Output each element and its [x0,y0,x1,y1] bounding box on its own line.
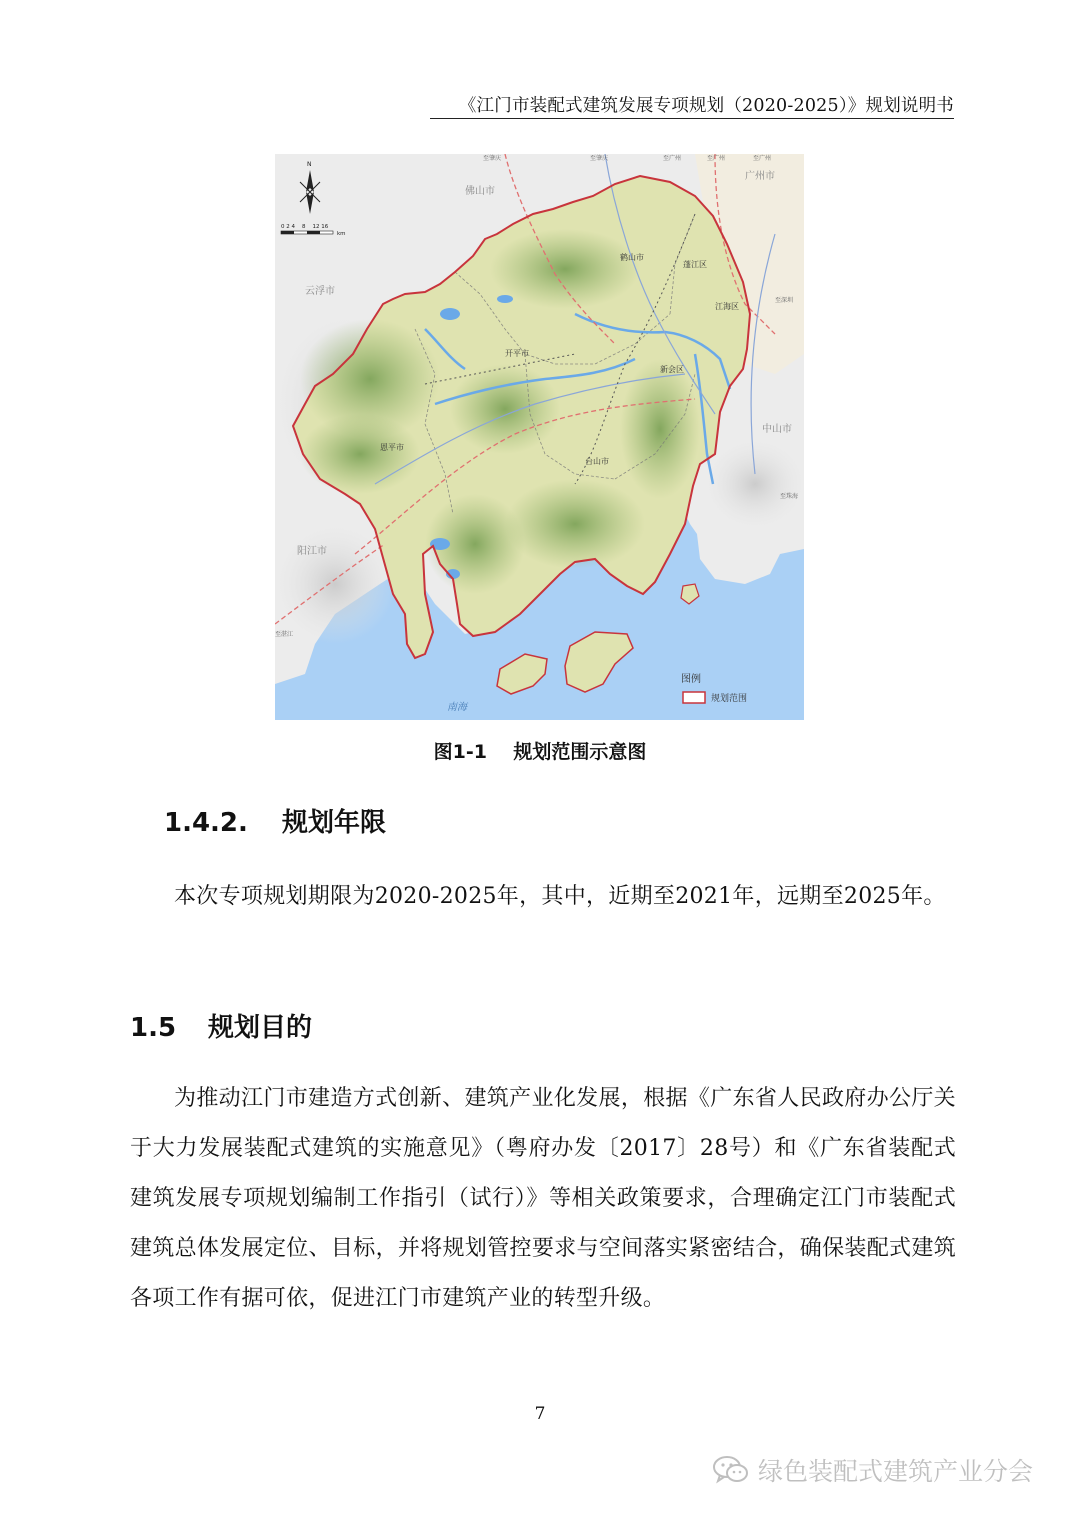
label-to-guangzhou-3: 至广州 [753,155,772,162]
label-to-zhaoqing-2: 至肇庆 [590,155,609,162]
relief-zhuhai [705,439,804,529]
label-jianghai: 江海区 [715,302,739,311]
label-to-guangzhou-1: 至广州 [663,155,682,162]
header-rule [430,118,954,119]
label-to-zhanjiang: 至湛江 [275,631,294,638]
label-enping: 恩平市 [380,443,404,452]
label-sea: 南海 [447,702,467,713]
map-figure [275,154,804,720]
page-number: 7 [534,1404,546,1424]
running-header: 《江门市装配式建筑发展专项规划（2020-2025）》规划说明书 [458,96,954,116]
label-to-zhuhai: 至珠海 [780,493,799,500]
legend-title: 图例 [681,674,701,685]
watermark [712,1452,1033,1488]
label-yangjiang: 阳江市 [297,546,327,557]
wechat-icon [712,1455,750,1485]
label-yunfu: 云浮市 [305,286,335,297]
section-heading-1-5 [130,1007,312,1044]
label-kaiping: 开平市 [505,349,529,358]
label-taishan: 台山市 [585,457,609,466]
label-pengjiang: 蓬江区 [683,260,707,269]
label-foshan: 佛山市 [465,186,495,197]
north-label: N [307,161,312,168]
label-zhongshan: 中山市 [762,424,792,435]
mountain-north [490,229,640,309]
label-xinhui: 新会区 [660,365,684,374]
scale-unit: km [337,231,346,237]
paragraph-planning-period: 本次专项规划期限为2020-2025年，其中，近期至2021年，远期至2025年。 [174,884,946,909]
label-guangzhou: 广州市 [745,171,775,182]
relief-yangjiang [275,524,395,644]
figure-caption [0,737,1080,764]
section-title: 规划年限 [282,808,387,838]
label-to-shenzhen: 至深圳 [775,297,794,304]
scale-ticks: 0 2 4 8 12 16 [281,224,329,230]
figure-caption-text: 规划范围示意图 [513,741,647,763]
jiangmen-planning-map [275,154,804,720]
figure-caption-number: 图1-1 [433,741,487,763]
mountain-xinhui [620,359,700,499]
label-to-guangzhou-2: 至广州 [707,155,726,162]
section-heading-1-4-2 [164,802,386,839]
section-number: 1.4.2. [164,808,248,838]
legend-item: 规划范围 [711,694,748,704]
paragraph-planning-purpose: 为推动江门市建造方式创新、建筑产业化发展，根据《广东省人民政府办公厅关于大力发展装配式建筑的实施意见》（粤府办发〔2017〕28号）和《广东省装配式建筑发展专项规划编制工作指引（试行）》等相关政策要求，合理确定江门市装配式建筑总体发展定位、目标，并将规划管控要求与空间落实紧密结合，确保装配式建筑各项工作有据可依，促进江门市建筑产业的转型升级。 [130,1086,956,1311]
mountain-south [505,479,645,569]
section-title: 规划目的 [208,1013,313,1043]
legend-swatch [683,692,705,703]
label-heshan: 鹤山市 [620,253,644,262]
label-to-zhaoqing-1: 至肇庆 [483,155,502,162]
mountain-center [450,364,560,454]
section-number: 1.5 [130,1013,177,1043]
mountain-enping [300,414,420,494]
watermark-text: 绿色装配式建筑产业分会 [758,1457,1034,1486]
